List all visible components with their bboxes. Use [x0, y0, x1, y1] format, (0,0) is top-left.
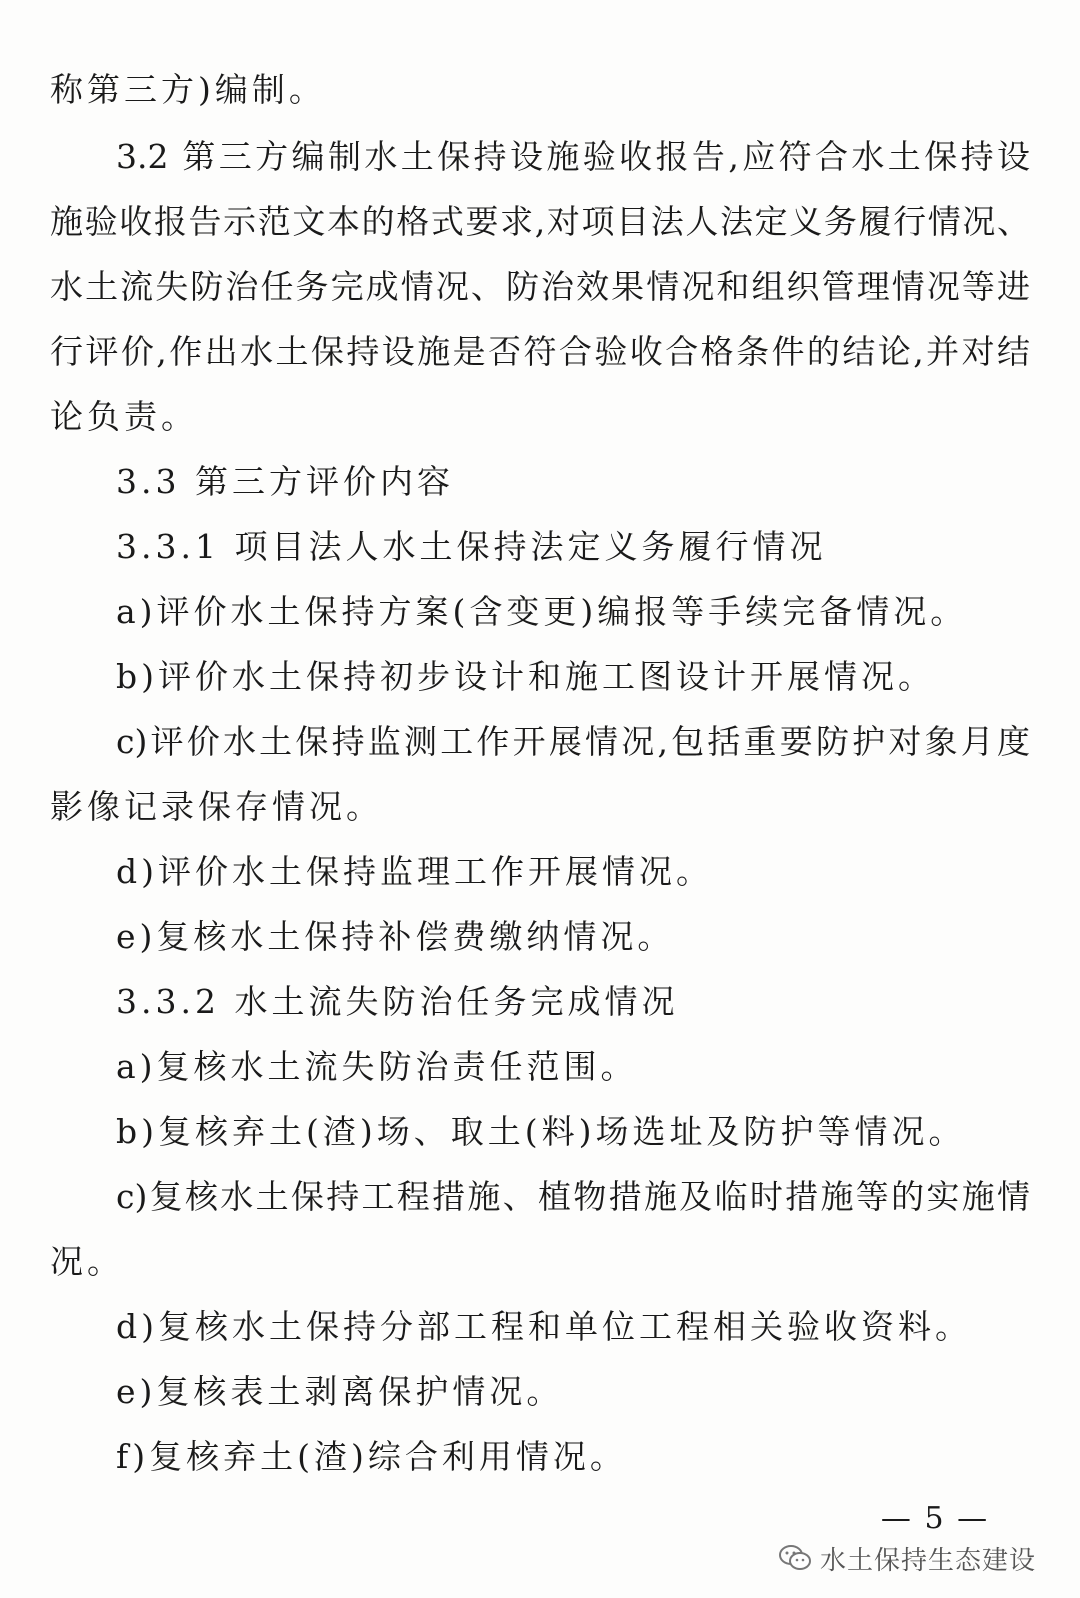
- list-item-e: e)复核水土保持补偿费缴纳情况。: [116, 917, 675, 956]
- list-item-b: b)评价水土保持初步设计和施工图设计开展情况。: [116, 657, 935, 696]
- list-item-d: d)复核水土保持分部工程和单位工程相关验收资料。: [116, 1307, 972, 1346]
- list-item-e: e)复核表土剥离保护情况。: [116, 1372, 564, 1411]
- text-line-3: 施验收报告示范文本的格式要求,对项目法人法定义务履行情况、: [50, 202, 1030, 241]
- text-line-5: 行评价,作出水土保持设施是否符合验收合格条件的结论,并对结: [50, 332, 1030, 371]
- list-item-b: b)复核弃土(渣)场、取土(料)场选址及防护等情况。: [116, 1112, 966, 1151]
- text-line-2: 3.2 第三方编制水土保持设施验收报告,应符合水土保持设: [116, 137, 1030, 176]
- list-item-c-continued: 况。: [50, 1242, 124, 1281]
- subsection-heading-3-3-1: 3.3.1 项目法人水土保持法定义务履行情况: [116, 527, 827, 566]
- text-line-6: 论负责。: [50, 397, 198, 436]
- list-item-a: a)评价水土保持方案(含变更)编报等手续完备情况。: [116, 592, 968, 631]
- list-item-c-continued: 影像记录保存情况。: [50, 787, 383, 826]
- watermark-text: 水土保持生态建设: [820, 1545, 1037, 1576]
- text-line-4: 水土流失防治任务完成情况、防治效果情况和组织管理情况等进: [50, 267, 1030, 306]
- wechat-icon: [778, 1544, 812, 1572]
- list-item-f: f)复核弃土(渣)综合利用情况。: [116, 1437, 627, 1476]
- list-item-c: c)复核水土保持工程措施、植物措施及临时措施等的实施情: [116, 1177, 1030, 1216]
- subsection-heading-3-3-2: 3.3.2 水土流失防治任务完成情况: [116, 982, 679, 1021]
- watermark: [778, 1538, 1036, 1578]
- list-item-d: d)评价水土保持监理工作开展情况。: [116, 852, 713, 891]
- page-number: — 5 —: [880, 1501, 990, 1536]
- section-heading-3-3: 3.3 第三方评价内容: [116, 462, 454, 501]
- list-item-a: a)复核水土流失防治责任范围。: [116, 1047, 638, 1086]
- list-item-c: c)评价水土保持监测工作开展情况,包括重要防护对象月度: [116, 722, 1030, 761]
- text-line-1: 称第三方)编制。: [50, 70, 326, 109]
